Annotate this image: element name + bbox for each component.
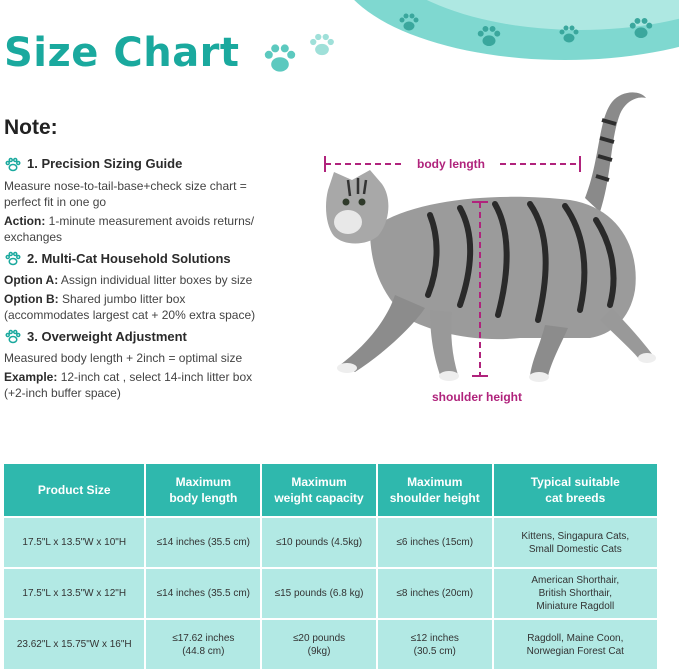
body-length-label: body length — [417, 157, 485, 171]
column-header: Product Size — [4, 464, 144, 516]
column-header: Maximum weight capacity — [262, 464, 376, 516]
column-header: Typical suitable cat breeds — [494, 464, 657, 516]
paw-print-icon — [308, 32, 336, 57]
paw-print-icon — [628, 16, 654, 40]
table-cell: Kittens, Singapura Cats, Small Domestic Cats — [494, 518, 657, 567]
paw-print-icon — [398, 12, 420, 32]
section-heading: 1. Precision Sizing Guide — [27, 156, 183, 171]
note-section — [4, 251, 274, 324]
note-section — [4, 156, 274, 246]
table-row — [4, 620, 657, 669]
paw-print-icon — [262, 42, 298, 74]
cat-measurement-diagram — [300, 80, 679, 420]
table-cell: ≤14 inches (35.5 cm) — [146, 518, 260, 567]
paw-icon — [4, 157, 22, 172]
table-cell: ≤12 inches (30.5 cm) — [378, 620, 492, 669]
note-line: Measure nose-to-tail-base+check size chart = perfect fit in one go — [4, 178, 247, 209]
column-header: Maximum body length — [146, 464, 260, 516]
paw-print-icon — [476, 24, 502, 48]
note-section — [4, 329, 274, 402]
table-header-row — [4, 464, 657, 516]
table-cell: 17.5"L x 13.5"W x 10"H — [4, 518, 144, 567]
table-cell: Ragdoll, Maine Coon, Norwegian Forest Cat — [494, 620, 657, 669]
table-cell: ≤6 inches (15cm) — [378, 518, 492, 567]
table-cell: American Shorthair, British Shorthair, Miniature Ragdoll — [494, 569, 657, 618]
column-header: Maximum shoulder height — [378, 464, 492, 516]
note-line: Option B: Shared jumbo litter box (accommodates largest cat + 20% extra space) — [4, 291, 256, 322]
note-heading: Note: — [4, 116, 58, 139]
table-cell: ≤17.62 inches (44.8 cm) — [146, 620, 260, 669]
section-heading: 3. Overweight Adjustment — [27, 328, 187, 344]
note-line: Option A: Assign individual litter boxes by size — [4, 273, 253, 287]
table-cell: ≤20 pounds (9kg) — [262, 620, 376, 669]
note-line: Action: 1-minute measurement avoids returns/ exchanges — [4, 213, 255, 244]
paw-print-icon — [558, 24, 580, 44]
paw-icon — [4, 251, 22, 266]
note-line: Example: 12-inch cat , select 14-inch litter box (+2-inch buffer space) — [4, 369, 253, 400]
table-row — [4, 569, 657, 618]
table-cell: 17.5"L x 13.5"W x 12"H — [4, 569, 144, 618]
page-title: Size Chart — [4, 30, 240, 76]
cat-illustration — [300, 80, 679, 420]
notes-list — [4, 156, 274, 407]
table-cell: ≤10 pounds (4.5kg) — [262, 518, 376, 567]
table-row — [4, 518, 657, 567]
shoulder-height-label: shoulder height — [432, 390, 522, 404]
table-cell: 23.62"L x 15.75"W x 16"H — [4, 620, 144, 669]
note-line: Measured body length + 2inch = optimal size — [4, 351, 243, 365]
table-cell: ≤8 inches (20cm) — [378, 569, 492, 618]
size-chart-table — [2, 462, 659, 671]
table-cell: ≤15 pounds (6.8 kg) — [262, 569, 376, 618]
table-cell: ≤14 inches (35.5 cm) — [146, 569, 260, 618]
section-heading: 2. Multi-Cat Household Solutions — [27, 250, 231, 266]
paw-icon — [4, 329, 22, 344]
